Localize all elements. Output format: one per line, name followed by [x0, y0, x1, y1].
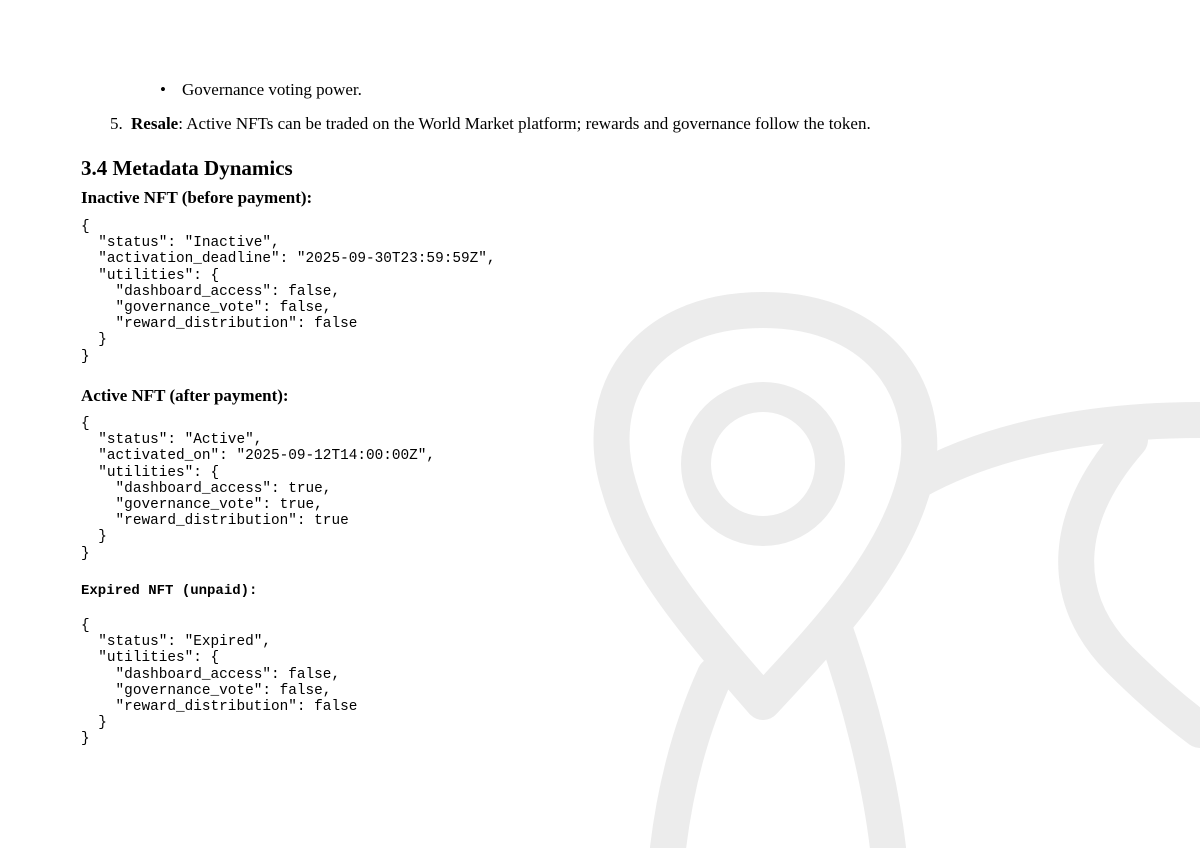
expired-nft-code-block: { "status": "Expired", "utilities": { "dashboard_access": false, "governance_vote": false, "reward_distribution": false } } — [81, 618, 358, 748]
list-number: 5. — [110, 114, 123, 133]
list-item-text: : Active NFTs can be traded on the World Market platform; rewards and governance follow the token. — [178, 114, 871, 133]
bullet-marker: • — [160, 80, 166, 99]
section-heading: 3.4 Metadata Dynamics — [81, 156, 293, 180]
active-nft-code-block: { "status": "Active", "activated_on": "2025-09-12T14:00:00Z", "utilities": { "dashboard_access": true, "governance_vote": true, "reward_distribution": true } } — [81, 416, 436, 562]
bullet-list-item — [160, 80, 362, 100]
expired-nft-heading: Expired NFT (unpaid): — [81, 583, 258, 599]
inactive-nft-code-block: { "status": "Inactive", "activation_deadline": "2025-09-30T23:59:59Z", "utilities": { "dashboard_access": false, "governance_vote": false, "reward_distribution": false } } — [81, 219, 496, 365]
numbered-list-item — [110, 114, 871, 134]
list-item-term: Resale — [131, 114, 179, 133]
active-nft-heading: Active NFT (after payment): — [81, 386, 289, 405]
bullet-text: Governance voting power. — [182, 80, 362, 99]
inactive-nft-heading: Inactive NFT (before payment): — [81, 188, 313, 207]
